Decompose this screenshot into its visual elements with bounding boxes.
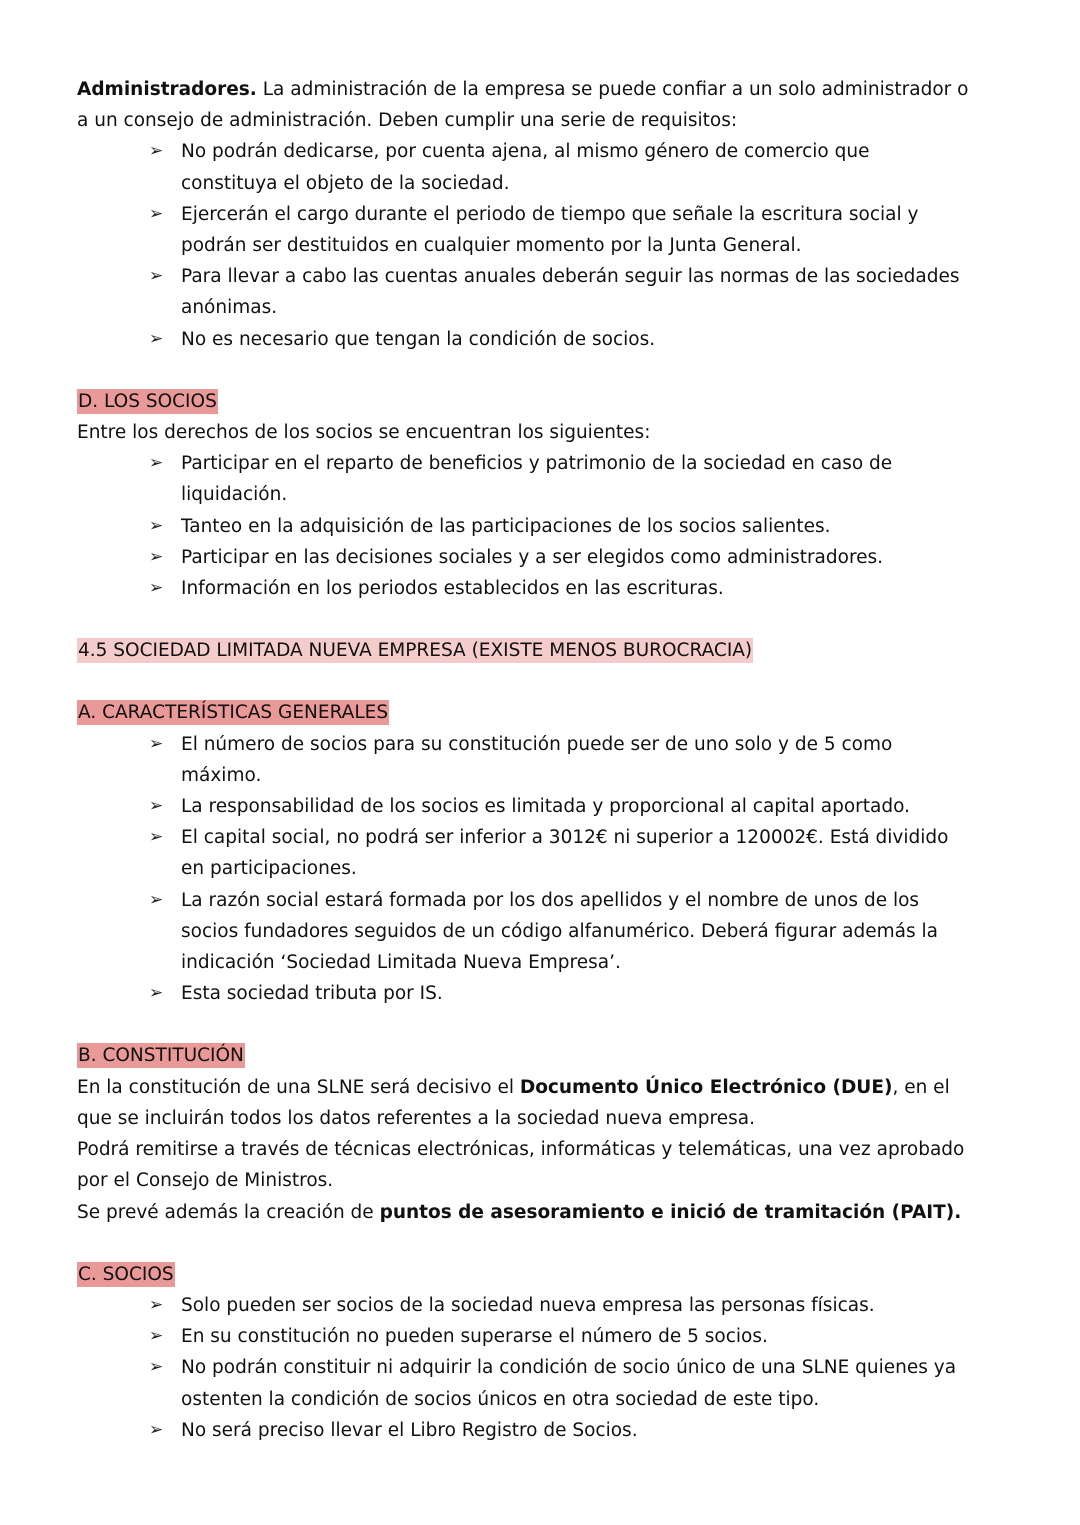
admin-title: Administradores.: [77, 79, 257, 100]
list-item: ➢ Participar en el reparto de beneficios y patrimonio de la sociedad en caso de liquidación.: [181, 448, 977, 510]
caracteristicas-bullet-list: [77, 729, 977, 1010]
heading-text: D. LOS SOCIOS: [78, 390, 217, 412]
constitucion-paragraph-2: Podrá remitirse a través de técnicas electrónicas, informáticas y telemáticas, una vez aprobado por el Consejo de Ministros.: [77, 1139, 965, 1192]
list-item: ➢ El capital social, no podrá ser inferior a 3012€ ni superior a 120002€. Está dividido en participaciones.: [181, 822, 977, 884]
socios-d-intro: Entre los derechos de los socios se encuentran los siguientes:: [77, 422, 651, 444]
list-item: ➢ Ejercerán el cargo durante el periodo de tiempo que señale la escritura social y podrán ser destituidos en cualquier momento por la Junta General.: [181, 199, 977, 261]
list-item: ➢ Solo pueden ser socios de la sociedad nueva empresa las personas físicas.: [181, 1290, 977, 1321]
socios-d-bullet-list: [77, 448, 977, 604]
heading-text: 4.5 SOCIEDAD LIMITADA NUEVA EMPRESA (EXISTE MENOS BUROCRACIA): [78, 640, 753, 662]
section-heading-socios-c: [77, 1259, 977, 1290]
list-item: ➢ Esta sociedad tributa por IS.: [181, 978, 977, 1009]
text: , en el que se incluirán todos los datos referentes a la sociedad nueva empresa.: [77, 1076, 950, 1129]
heading-text: A. CARACTERÍSTICAS GENERALES: [78, 702, 389, 724]
section-heading-4-5: [77, 635, 977, 666]
constitucion-paragraph-1: [77, 1072, 977, 1134]
list-item: ➢ Información en los periodos establecidos en las escrituras.: [181, 573, 977, 604]
constitucion-paragraph-3: [77, 1197, 977, 1228]
admin-bullet-list: [77, 136, 977, 354]
list-item: ➢ La razón social estará formada por los dos apellidos y el nombre de unos de los socios fundadores seguidos de un código alfanumérico. Deberá figurar además la indicación ‘Sociedad Limitada Nueva Empresa’.: [181, 885, 977, 979]
heading-text: C. SOCIOS: [78, 1263, 174, 1285]
section-heading-constitucion: [77, 1040, 977, 1071]
list-item: ➢ La responsabilidad de los socios es limitada y proporcional al capital aportado.: [181, 791, 977, 822]
list-item: ➢ No podrán constituir ni adquirir la condición de socio único de una SLNE quienes ya ostenten la condición de socios únicos en otra sociedad de este tipo.: [181, 1352, 977, 1414]
list-item: ➢ No será preciso llevar el Libro Registro de Socios.: [181, 1415, 977, 1446]
list-item: ➢ No podrán dedicarse, por cuenta ajena, al mismo género de comercio que constituya el objeto de la sociedad.: [181, 136, 977, 198]
list-item: ➢ Para llevar a cabo las cuentas anuales deberán seguir las normas de las sociedades anónimas.: [181, 261, 977, 323]
list-item: ➢ El número de socios para su constitución puede ser de uno solo y de 5 como máximo.: [181, 729, 977, 791]
list-item: ➢ En su constitución no pueden superarse el número de 5 socios.: [181, 1321, 977, 1352]
section-heading-socios-d: [77, 386, 977, 417]
text: Se prevé además la creación de: [77, 1201, 380, 1223]
socios-c-bullet-list: [77, 1290, 977, 1446]
bold-term: puntos de asesoramiento e inició de tramitación (PAIT).: [379, 1201, 962, 1223]
bold-term: Documento Único Electrónico (DUE): [519, 1076, 893, 1098]
section-heading-caracteristicas: [77, 697, 977, 728]
heading-text: B. CONSTITUCIÓN: [78, 1045, 244, 1067]
text: En la constitución de una SLNE será decisivo el: [77, 1076, 520, 1098]
list-item: ➢ No es necesario que tengan la condición de socios.: [181, 324, 977, 355]
admin-intro: [77, 74, 977, 136]
admin-intro-text: La administración de la empresa se puede confiar a un solo administrador o a un consejo de administración. Deben cumplir una serie de requisitos:: [77, 79, 969, 132]
list-item: ➢ Tanteo en la adquisición de las participaciones de los socios salientes.: [181, 511, 977, 542]
document-page: [77, 74, 977, 1446]
list-item: ➢ Participar en las decisiones sociales y a ser elegidos como administradores.: [181, 542, 977, 573]
